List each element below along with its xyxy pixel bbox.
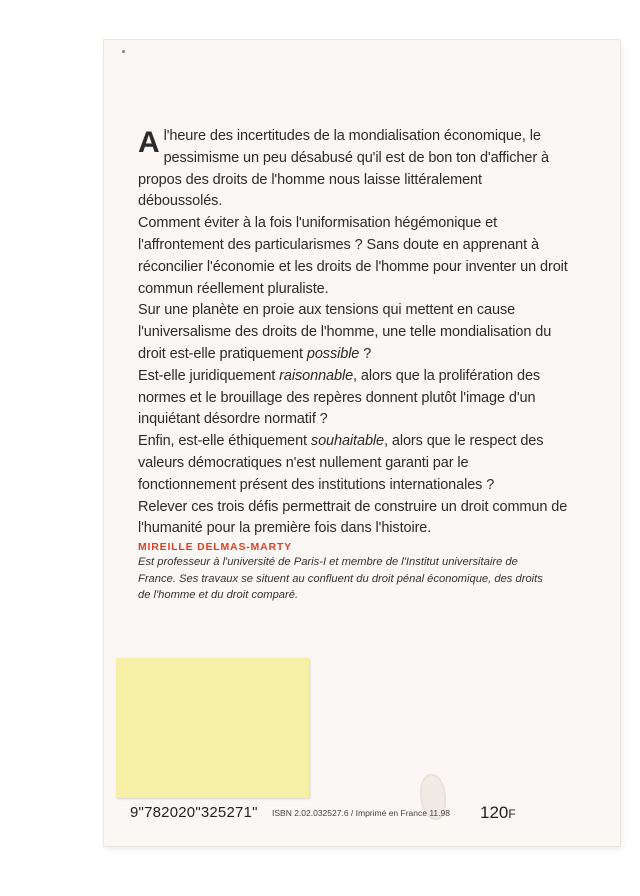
barcode-digits: 9"782020"325271" (130, 804, 258, 821)
blurb-text (138, 126, 568, 540)
paragraph-3: Sur une planète en proie aux tensions qui mettent en cause l'universalisme des droits de l'homme, une telle mondialisation du droit est-elle pratiquement possible ? (138, 302, 552, 362)
author-name: MIREILLE DELMAS-MARTY (138, 541, 292, 553)
dust-speck (122, 50, 125, 53)
drop-cap: A (138, 126, 160, 159)
paragraph-4: Est-elle juridiquement raisonnable, alors que la prolifération des normes et le brouillage des repères donnent plutôt l'image d'un inquiétant désordre normatif ? (138, 367, 541, 428)
paragraph-1: A l'heure des incertitudes de la mondialisation économique, le pessimisme un peu désabusé qu'il est de bon ton d'afficher à propos des droits de l'homme nous laisse littéralement déboussolés. (138, 126, 549, 210)
sticky-note (116, 658, 309, 798)
author-bio: Est professeur à l'université de Paris-I et membre de l'Institut universitaire de France. Ses travaux se situent au confluent du droit pénal économique, des droits de l'homme et du droit comparé. (138, 556, 543, 601)
paragraph-2: Comment éviter à la fois l'uniformisation hégémonique et l'affrontement des particularismes ? Sans doute en apprenant à réconcilier l'économie et les droits de l'homme pour inventer un droit commun réellement pluraliste. (138, 215, 568, 297)
price-unit: F (508, 807, 516, 821)
isbn-line: ISBN 2.02.032527.6 / Imprimé en France 11.98 (272, 808, 450, 818)
price (480, 803, 516, 823)
price-value: 120 (480, 803, 509, 822)
paragraph-5: Enfin, est-elle éthiquement souhaitable, alors que le respect des valeurs démocratiques n'est nullement garanti par le fonctionnement présent des institutions internationales ? (138, 433, 544, 493)
paragraph-6: Relever ces trois défis permettrait de construire un droit commun de l'humanité pour la première fois dans l'histoire. (138, 498, 568, 537)
